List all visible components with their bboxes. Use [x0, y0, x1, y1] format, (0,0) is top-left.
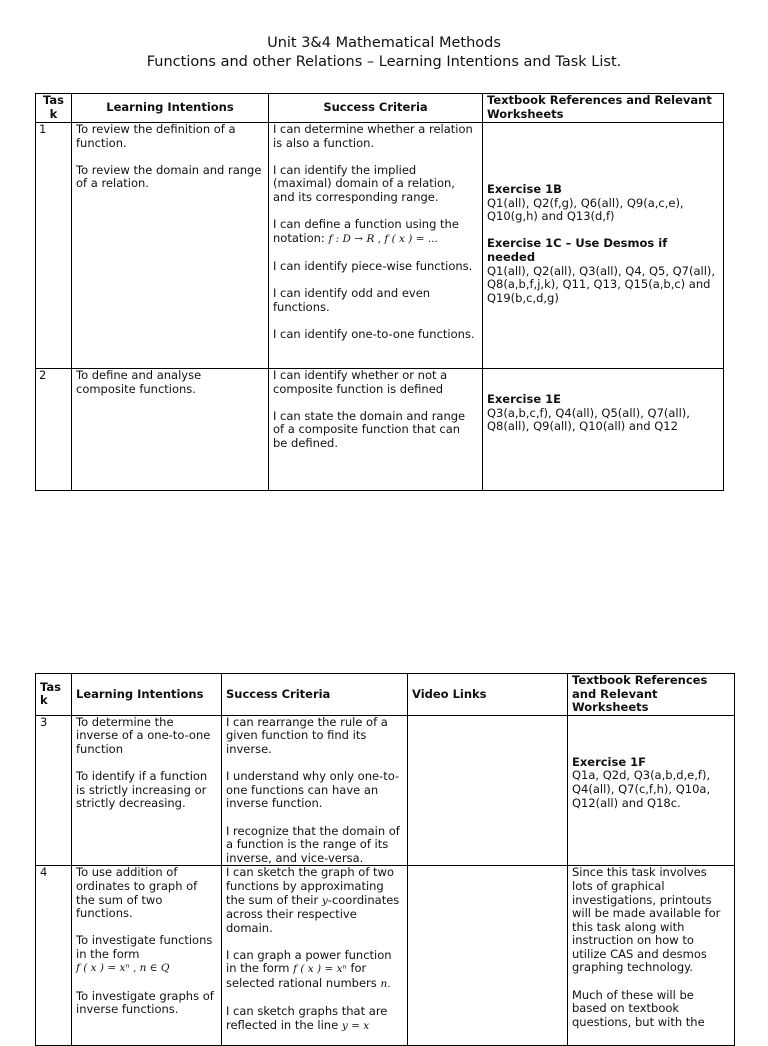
- header-success-criteria: Success Criteria: [222, 674, 408, 716]
- reference-text: Much of these will be based on textbook questions, but with the: [572, 987, 705, 1029]
- intention-text: To identify if a function is strictly increasing or strictly decreasing.: [76, 769, 208, 811]
- criteria-text: I can rearrange the rule of a given function to find its inverse.: [226, 715, 388, 756]
- task-number: 3: [36, 715, 72, 866]
- task-number: 1: [36, 123, 72, 369]
- criteria-text: I can identify whether or not a composite function is defined: [273, 368, 448, 396]
- math-expression: y = x: [341, 1019, 370, 1032]
- intention-text: To determine the inverse of a one-to-one function: [76, 715, 211, 756]
- exercise-heading: Exercise 1F: [572, 754, 647, 769]
- math-variable: n.: [380, 978, 391, 991]
- document-title: Unit 3&4 Mathematical Methods: [267, 35, 501, 51]
- table-row: [36, 715, 735, 866]
- criteria-text: I can state the domain and range of a composite function that can be defined.: [273, 408, 466, 450]
- table-row: [36, 123, 724, 369]
- intention-text: To use addition of ordinates to graph of the sum of two functions.: [76, 865, 198, 921]
- video-links-cell: [408, 715, 568, 866]
- table-header-row: [36, 674, 735, 716]
- math-variable: y: [321, 894, 328, 907]
- intention-text: To review the domain and range of a relation.: [76, 162, 262, 191]
- header-textbook-references: Textbook References and Relevant Worksheets: [483, 94, 724, 123]
- intention-text: To define and analyse composite functions.: [76, 368, 202, 396]
- intention-text: To investigate graphs of inverse functions.: [76, 988, 214, 1017]
- header-task: Tas k: [36, 94, 72, 123]
- exercise-questions: Q1(all), Q2(all), Q3(all), Q4, Q5, Q7(all), Q8(a,b,f,j,k), Q11, Q13, Q15(a,b,c) and Q19(b,c,d,g): [487, 263, 716, 305]
- exercise-heading: Exercise 1C – Use Desmos if needed: [487, 236, 668, 264]
- criteria-text-part: I can define a function using the notation:: [273, 217, 459, 245]
- criteria-text-part: I can sketch graphs that are reflected in the line: [226, 1004, 388, 1032]
- textbook-references-cell: [483, 369, 724, 491]
- textbook-references-cell: [568, 715, 735, 866]
- exercise-questions: Q1(all), Q2(f,g), Q6(all), Q9(a,c,e), Q10(g,h) and Q13(d,f): [487, 195, 684, 224]
- task-table-2: [35, 673, 735, 1046]
- criteria-text: I recognize that the domain of a function is the range of its inverse, and vice-versa.: [226, 823, 400, 865]
- intention-text: To review the definition of a function.: [76, 122, 236, 150]
- success-criteria-cell: [222, 715, 408, 866]
- criteria-text: I can identify the implied (maximal) domain of a relation, and its corresponding range.: [273, 162, 455, 204]
- exercise-heading: Exercise 1B: [487, 182, 562, 196]
- video-links-cell: [408, 866, 568, 1046]
- exercise-questions: Q3(a,b,c,f), Q4(all), Q5(all), Q7(all), Q8(all), Q9(all), Q10(all) and Q12: [487, 405, 690, 434]
- power-function-notation: [76, 961, 217, 976]
- header-task: Tas k: [36, 674, 72, 716]
- math-expression: f ( x ) = xⁿ: [293, 963, 347, 976]
- criteria-text: I understand why only one-to-one functions can have an inverse function.: [226, 769, 400, 811]
- criteria-text-part: for selected rational numbers: [226, 961, 377, 991]
- criteria-text: [226, 949, 403, 992]
- task-number: 4: [36, 866, 72, 1046]
- table-row: [36, 369, 724, 491]
- header-textbook-references: Textbook References and Relevant Worksheets: [568, 674, 735, 716]
- criteria-text: [226, 1005, 403, 1033]
- textbook-references-cell: [483, 123, 724, 369]
- learning-intentions-cell: [72, 715, 222, 866]
- criteria-text: I can identify one-to-one functions.: [273, 326, 475, 341]
- learning-intentions-cell: [72, 369, 269, 491]
- criteria-text-part: coordinates across their respective domain.: [226, 892, 400, 935]
- exercise-questions: Q1a, Q2d, Q3(a,b,d,e,f), Q4(all), Q7(c,f,h), Q10a, Q12(all) and Q18c.: [572, 768, 711, 810]
- math-expression: f ( x ) = xⁿ , n ∈ Q: [76, 962, 170, 975]
- criteria-text: I can sketch the graph of two functions by approximating the sum of their y-coordinates across their respective domain.: [226, 865, 400, 935]
- criteria-text: I can identify piece-wise functions.: [273, 258, 473, 273]
- criteria-text: [273, 218, 478, 246]
- header-video-links: Video Links: [408, 674, 568, 716]
- task-table-1: [35, 93, 724, 491]
- criteria-text: I can determine whether a relation is also a function.: [273, 122, 473, 150]
- success-criteria-cell: [269, 123, 483, 369]
- learning-intentions-cell: [72, 866, 222, 1046]
- function-notation: f : D → R , f ( x ) = ...: [328, 232, 438, 245]
- reference-text: Since this task involves lots of graphical investigations, printouts will be made available for this task along with instruction on how to utilize CAS and desmos graphing technology.: [572, 865, 721, 975]
- intention-text: To investigate functions in the form: [76, 933, 213, 961]
- success-criteria-cell: [222, 866, 408, 1046]
- header-learning-intentions: Learning Intentions: [72, 94, 269, 123]
- header-learning-intentions: Learning Intentions: [72, 674, 222, 716]
- criteria-text-part: I can sketch the graph of two functions by approximating the sum of their: [226, 865, 394, 907]
- exercise-heading: Exercise 1E: [487, 392, 562, 406]
- table-header-row: [36, 94, 724, 123]
- table-row: [36, 866, 735, 1046]
- task-number: 2: [36, 369, 72, 491]
- criteria-text-part: I can graph a power function in the form: [226, 947, 392, 976]
- textbook-references-cell: [568, 866, 735, 1046]
- success-criteria-cell: [269, 369, 483, 491]
- document-subtitle: Functions and other Relations – Learning Intentions and Task List.: [146, 54, 622, 70]
- header-success-criteria: Success Criteria: [269, 94, 483, 123]
- criteria-text: I can identify odd and even functions.: [273, 286, 431, 314]
- learning-intentions-cell: [72, 123, 269, 369]
